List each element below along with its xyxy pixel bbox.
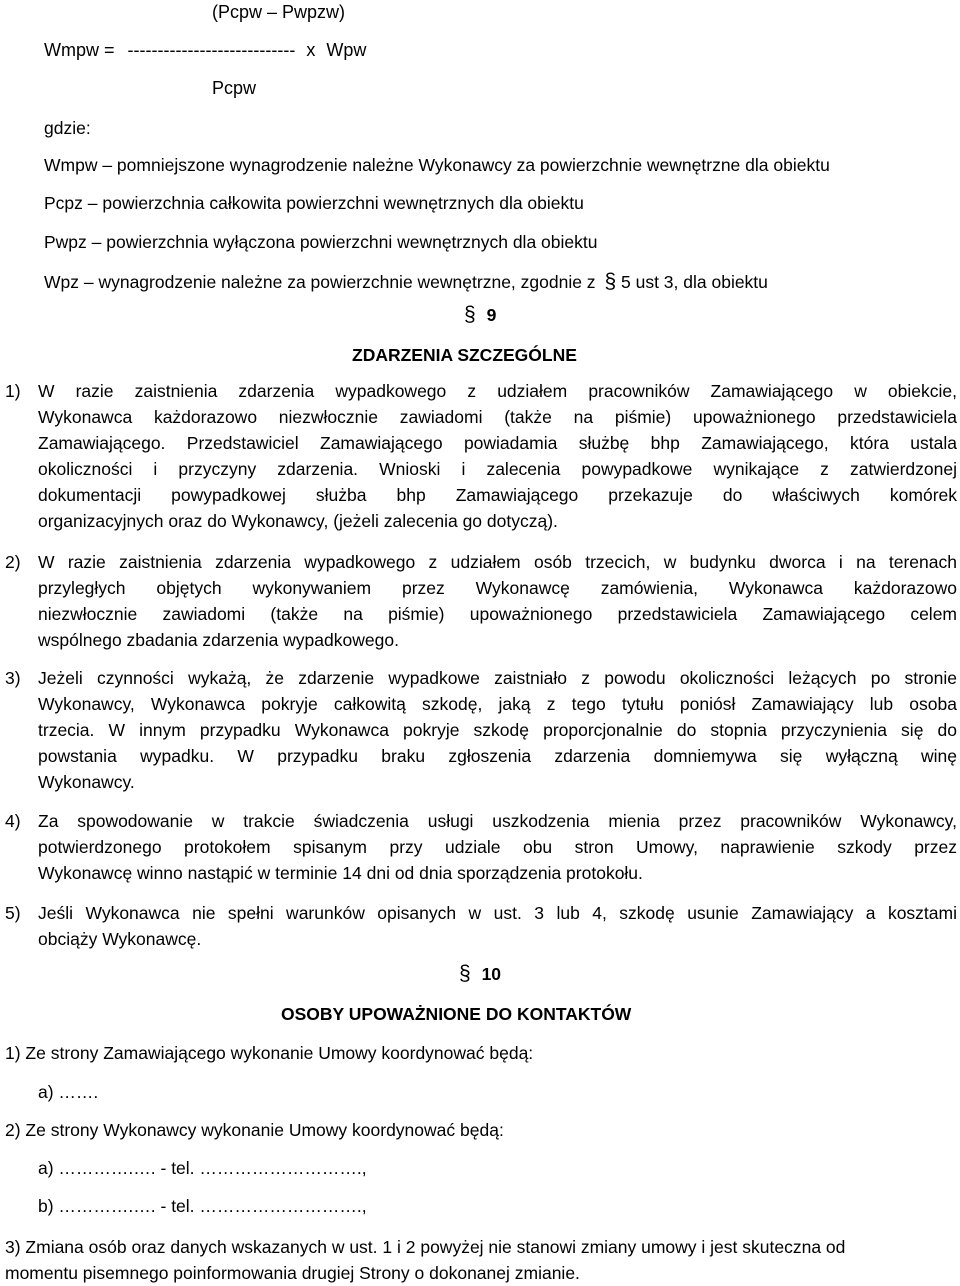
section-mark-icon: § [464,303,476,326]
item-number: 3) [5,668,21,688]
section-mark-icon: § [459,962,471,985]
where-label: gdzie: [44,118,91,138]
section-9-item [5,900,957,952]
item-text-line: organizacyjnych oraz do Wykonawcy, (jeżeli zalecenia go dotyczą). [38,511,558,531]
section-9-number: § 9 [464,303,497,326]
contact-item-1: 1) Ze strony Zamawiającego wykonanie Umowy koordynować będą: [5,1043,534,1063]
section-9-title: ZDARZENIA SZCZEGÓLNE [352,345,577,365]
item-text-line: Jeżeli czynności wykażą, że zdarzenie wypadkowe zaistniało z powodu okoliczności leżących po stronie [38,668,957,688]
item-text-line: Wykonawca każdorazowo niezwłocznie zawiadomi (także na piśmie) upoważnionego przedstawiciela [38,407,957,427]
item-text-line: W razie zaistnienia zdarzenia wypadkowego z udziałem pracowników Zamawiającego w obiekcie, [38,381,957,401]
formula-row [44,40,366,61]
item-text-line: potwierdzonego protokołem spisanym przy udziale obu stron Umowy, naprawienie szkody przez [38,837,957,857]
section-9-item [5,808,957,886]
definition-wpz [44,270,768,294]
formula-numerator: (Pcpw – Pwpzw) [212,2,346,22]
item-text-line: dokumentacji powypadkowej służba bhp Zamawiającego przekazuje do właściwych komórek [38,485,957,505]
section-9-item [5,549,957,653]
section-10-number: § 10 [459,962,502,985]
item-text-line: Za spowodowanie w trakcie świadczenia usługi uszkodzenia mienia przez pracowników Wykonawcy, [38,811,957,831]
section-9-item [5,665,957,795]
item-text-line: okoliczności i przyczyny zdarzenia. Wnioski i zalecenia powypadkowe wynikające z zatwierdzonej [38,459,957,479]
contact-item-2b: b) ………….…. - tel. ………………………., [38,1196,367,1216]
formula-times: x [306,40,316,60]
item-number: 4) [5,811,21,831]
section-mark-icon: § [604,270,617,293]
contact-item-1a: a) ……. [38,1082,99,1102]
item-text [38,549,957,653]
definition-wpz-text: Wpz – wynagrodzenie należne za powierzchnie wewnętrzne, zgodnie z [44,272,596,292]
definition-pwpz: Pwpz – powierzchnia wyłączona powierzchni wewnętrznych dla obiektu [44,232,598,252]
item-text-line: W razie zaistnienia zdarzenia wypadkowego z udziałem osób trzecich, w budynku dworca i na terenach [38,552,957,572]
contact-item-2a: a) ………….…. - tel. ………………………., [38,1158,367,1178]
item-text-line: trzecia. W innym przypadku Wykonawca pokryje szkodę proporcjonalnie do stopnia przyczynienia się do [38,720,957,740]
formula-denominator: Pcpw [212,78,257,98]
item-number: 1) [5,381,21,401]
contact-item-3 [5,1234,957,1286]
item-number: 2) [5,552,21,572]
formula-lhs: Wmpw = [44,40,115,60]
item-text-line: obciąży Wykonawcę. [38,929,202,949]
contact-item-2: 2) Ze strony Wykonawcy wykonanie Umowy koordynować będą: [5,1120,504,1140]
item-text-line: Wykonawcę winno nastąpić w terminie 14 dni od dnia sporządzenia protokołu. [38,863,643,883]
section-10-title: OSOBY UPOWAŻNIONE DO KONTAKTÓW [281,1004,632,1024]
item-text [38,665,957,795]
item-text-line: powstania wypadku. W przypadku braku zgłoszenia zdarzenia domniemywa się wyłączną winę [38,746,957,766]
section-9-item [5,378,957,534]
item-text-line: Zamawiającego. Przedstawiciel Zamawiającego powiadamia służbę bhp Zamawiającego, która ustala [38,433,957,453]
item-text-line: niezwłocznie zawiadomi (także na piśmie) upoważnionego przedstawiciela Zamawiającego celem [38,604,957,624]
item-text [38,378,957,534]
contact-item-3-line: momentu pisemnego poinformowania drugiej Strony o dokonanej zmianie. [5,1263,580,1283]
contact-item-3-line: 3) Zmiana osób oraz danych wskazanych w ust. 1 i 2 powyżej nie stanowi zmiany umowy i jest skuteczna od [5,1237,846,1257]
item-text-line: wspólnego zbadania zdarzenia wypadkowego. [38,630,399,650]
formula-fraction-line: ---------------------------- [127,40,296,60]
definition-pcpz: Pcpz – powierzchnia całkowita powierzchni wewnętrznych dla obiektu [44,193,584,213]
definition-wmpw: Wmpw – pomniejszone wynagrodzenie należne Wykonawcy za powierzchnie wewnętrzne dla obiektu [44,155,830,175]
definition-wpz-tail: 5 ust 3, dla obiektu [621,272,768,292]
item-text-line: Jeśli Wykonawca nie spełni warunków opisanych w ust. 3 lub 4, szkodę usunie Zamawiający a kosztami [38,903,957,923]
item-text-line: Wykonawcy. [38,772,135,792]
item-text [38,900,957,952]
formula-rhs: Wpw [326,40,367,60]
item-text [38,808,957,886]
item-number: 5) [5,903,21,923]
item-text-line: Wykonawcy, Wykonawca pokryje całkowitą szkodę, jaką z tego tytułu poniósł Zamawiający lub osoba [38,694,957,714]
item-text-line: przyległych objętych wykonywaniem przez Wykonawcę zamówienia, Wykonawca każdorazowo [38,578,957,598]
